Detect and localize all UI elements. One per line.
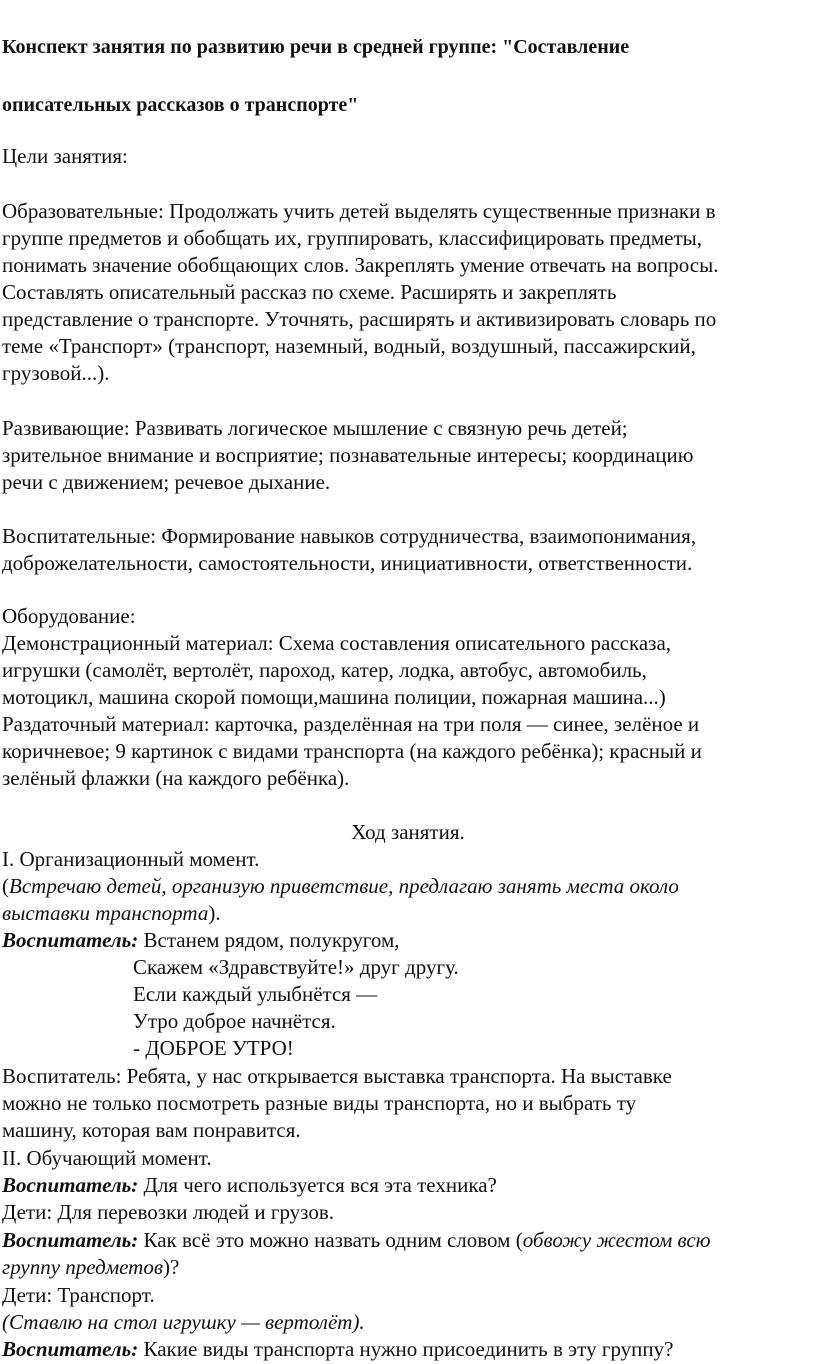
course-heading: Ход занятия. <box>351 820 465 844</box>
teacher-speech-line: Воспитатель: Ребята, у нас открывается выставка транспорта. На выставке <box>2 1064 672 1088</box>
dialogue-text: Как всё это можно назвать одним словом ( <box>138 1228 523 1252</box>
equipment-heading: Оборудование: <box>2 604 136 628</box>
stage-direction-text: Встречаю детей, организую приветствие, предлагаю занять места около <box>9 874 679 898</box>
speaker-label: Воспитатель: <box>2 928 139 952</box>
stage-direction-text: выставки транспорта <box>2 901 209 925</box>
poem-line: - ДОБРОЕ УТРО! <box>133 1036 294 1060</box>
goals-heading: Цели занятия: <box>2 144 128 168</box>
dialogue-text: Для чего используется вся эта техника? <box>138 1173 497 1197</box>
upbringing-goals-line: Воспитательные: Формирование навыков сотрудничества, взаимопонимания, <box>2 524 697 548</box>
answer-line: Дети: Для перевозки людей и грузов. <box>2 1200 335 1224</box>
dialogue-text: )? <box>162 1255 180 1279</box>
dialogue-line <box>2 1337 673 1362</box>
poem-line: Утро доброе начнётся. <box>133 1009 336 1033</box>
equipment-line: коричневое; 9 картинок с видами транспорта (на каждого ребёнка); красный и <box>2 739 702 763</box>
equipment-line: мотоцикл, машина скорой помощи,машина полиции, пожарная машина...) <box>2 685 666 709</box>
dialogue-line <box>2 1228 711 1253</box>
dialogue-line <box>2 928 400 953</box>
equipment-line: Раздаточный материал: карточка, разделённая на три поля — синее, зелёное и <box>2 712 700 736</box>
dialogue-line <box>2 1173 497 1198</box>
stage-direction-text: группу предметов <box>2 1255 163 1279</box>
section-heading: II. Обучающий момент. <box>2 1146 212 1170</box>
educational-goals-line: Образовательные: Продолжать учить детей выделять существенные признаки в <box>2 199 716 223</box>
developing-goals-line: Развивающие: Развивать логическое мышление с связную речь детей; <box>2 416 628 440</box>
upbringing-goals-line: доброжелательности, самостоятельности, инициативности, ответственности. <box>2 551 693 575</box>
equipment-line: Демонстрационный материал: Схема составления описательного рассказа, <box>2 631 672 655</box>
section-heading: I. Организационный момент. <box>2 847 260 871</box>
speaker-label: Воспитатель: <box>2 1228 139 1252</box>
document-title-line-2: описательных рассказов о транспорте" <box>2 94 359 116</box>
teacher-speech-line: машину, которая вам понравится. <box>2 1118 301 1142</box>
dialogue-text: Встанем рядом, полукругом, <box>138 928 400 952</box>
educational-goals-line: Составлять описательный рассказ по схеме. Расширять и закреплять <box>2 280 617 304</box>
dialogue-text: Какие виды транспорта нужно присоединить в эту группу? <box>138 1337 674 1361</box>
stage-direction-text: обвожу жестом всю <box>522 1228 711 1252</box>
educational-goals-line: понимать значение обобщающих слов. Закреплять умение отвечать на вопросы. <box>2 253 719 277</box>
equipment-line: зелёный флажки (на каждого ребёнка). <box>2 766 350 790</box>
speaker-label: Воспитатель: <box>2 1337 139 1361</box>
equipment-line: игрушки (самолёт, вертолёт, пароход, катер, лодка, автобус, автомобиль, <box>2 658 647 682</box>
paren-close: ). <box>208 901 221 925</box>
developing-goals-line: речи с движением; речевое дыхание. <box>2 470 331 494</box>
stage-direction: (Ставлю на стол игрушку — вертолёт). <box>2 1310 365 1334</box>
answer-line: Дети: Транспорт. <box>2 1283 155 1307</box>
poem-line: Скажем «Здравствуйте!» друг другу. <box>133 955 459 979</box>
stage-direction <box>2 874 679 899</box>
document-title-line-1: Конспект занятия по развитию речи в средней группе: "Составление <box>2 36 630 58</box>
developing-goals-line: зрительное внимание и восприятие; познавательные интересы; координацию <box>2 443 694 467</box>
educational-goals-line: представление о транспорте. Уточнять, расширять и активизировать словарь по <box>2 307 717 331</box>
teacher-speech-line: можно не только посмотреть разные виды транспорта, но и выбрать ту <box>2 1091 637 1115</box>
poem-line: Если каждый улыбнётся — <box>133 982 378 1006</box>
educational-goals-line: группе предметов и обобщать их, группировать, классифицировать предметы, <box>2 226 703 250</box>
dialogue-line <box>2 1255 179 1280</box>
educational-goals-line: грузовой...). <box>2 361 110 385</box>
paren-open: ( <box>2 874 9 898</box>
educational-goals-line: теме «Транспорт» (транспорт, наземный, водный, воздушный, пассажирский, <box>2 334 696 358</box>
stage-direction <box>2 901 221 926</box>
speaker-label: Воспитатель: <box>2 1173 139 1197</box>
